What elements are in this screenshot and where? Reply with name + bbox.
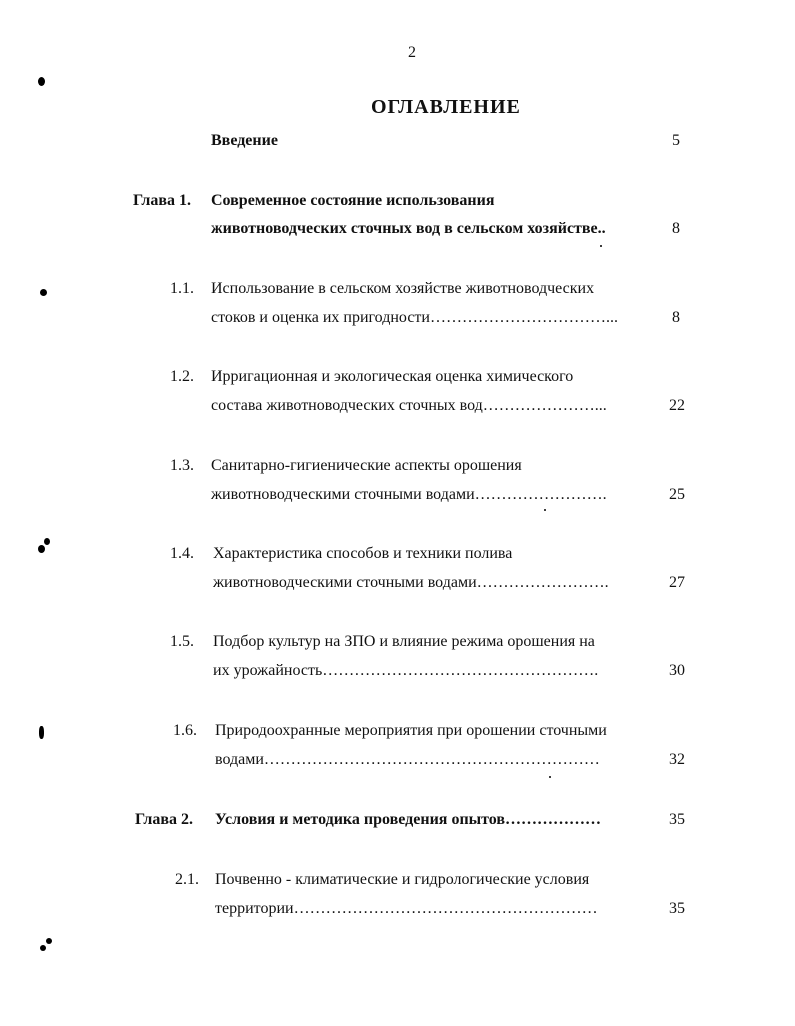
toc-entry-section-1-3-line1: Санитарно-гигиенические аспекты орошения: [211, 457, 522, 474]
toc-entry-section-1-1-line1: Использование в сельском хозяйстве животноводческих: [211, 280, 595, 297]
scan-mark: [38, 77, 45, 86]
page-number: 2: [408, 44, 416, 61]
toc-entry-section-1-2-line1: Ирригационная и экологическая оценка химического: [211, 368, 574, 385]
toc-entry-chapter-1-page: 8: [672, 220, 680, 237]
scan-mark: [44, 538, 50, 545]
scan-mark: [46, 938, 52, 944]
toc-entry-section-1-2-page: 22: [669, 397, 685, 414]
toc-entry-chapter-1-label: Глава 1.: [133, 192, 191, 209]
toc-entry-section-1-5-page: 30: [669, 662, 685, 679]
toc-entry-section-1-4-line2: животноводческими сточными водами…………………….: [213, 574, 609, 591]
scan-mark: [549, 776, 551, 778]
toc-entry-section-1-2-line2: состава животноводческих сточных вод…………………...: [211, 397, 607, 414]
toc-entry-section-2-1-line2: территории…………………………………………………: [215, 900, 598, 917]
toc-entry-section-1-4-line1: Характеристика способов и техники полива: [213, 545, 513, 562]
toc-entry-section-1-3-page: 25: [669, 486, 685, 503]
toc-entry-section-1-1-line2: стоков и оценка их пригодности……………………………...: [211, 309, 618, 326]
toc-entry-section-1-6-line1: Природоохранные мероприятия при орошении сточными: [215, 722, 607, 739]
toc-entry-section-1-3-label: 1.3.: [170, 457, 194, 474]
toc-entry-intro-page: 5: [672, 132, 680, 149]
toc-entry-chapter-1-line2: животноводческих сточных вод в сельском хозяйстве..: [211, 220, 606, 237]
toc-entry-section-1-6-page: 32: [669, 751, 685, 768]
toc-entry-section-1-6-label: 1.6.: [173, 722, 197, 739]
toc-entry-section-1-4-label: 1.4.: [170, 545, 194, 562]
toc-entry-section-1-1-label: 1.1.: [170, 280, 194, 297]
toc-entry-chapter-2-label: Глава 2.: [135, 811, 193, 828]
toc-entry-section-1-6-line2: водами………………………………………………………: [215, 751, 600, 768]
toc-entry-section-1-5-label: 1.5.: [170, 633, 194, 650]
toc-entry-section-2-1-line1: Почвенно - климатические и гидрологические условия: [215, 871, 590, 888]
scan-mark: [38, 545, 45, 553]
toc-entry-section-2-1-label: 2.1.: [175, 871, 199, 888]
toc-entry-section-1-5-line1: Подбор культур на ЗПО и влияние режима орошения на: [213, 633, 595, 650]
toc-entry-section-1-4-page: 27: [669, 574, 685, 591]
scan-mark: [40, 945, 46, 951]
toc-entry-chapter-2-line1: Условия и методика проведения опытов………………: [215, 811, 602, 828]
toc-entry-section-1-3-line2: животноводческими сточными водами…………………….: [211, 486, 607, 503]
toc-entry-chapter-1-line1: Современное состояние использования: [211, 192, 495, 209]
toc-entry-section-2-1-page: 35: [669, 900, 685, 917]
scan-mark: [544, 509, 546, 511]
scan-mark: [40, 289, 47, 296]
toc-entry-section-1-2-label: 1.2.: [170, 368, 194, 385]
toc-title: ОГЛАВЛЕНИЕ: [371, 96, 521, 118]
toc-entry-intro-text: Введение: [211, 132, 278, 149]
toc-entry-section-1-5-line2: их урожайность…………………………………………….: [213, 662, 599, 679]
toc-entry-chapter-2-page: 35: [669, 811, 685, 828]
toc-entry-section-1-1-page: 8: [672, 309, 680, 326]
scan-mark: [39, 726, 44, 739]
scan-mark: [600, 245, 602, 247]
